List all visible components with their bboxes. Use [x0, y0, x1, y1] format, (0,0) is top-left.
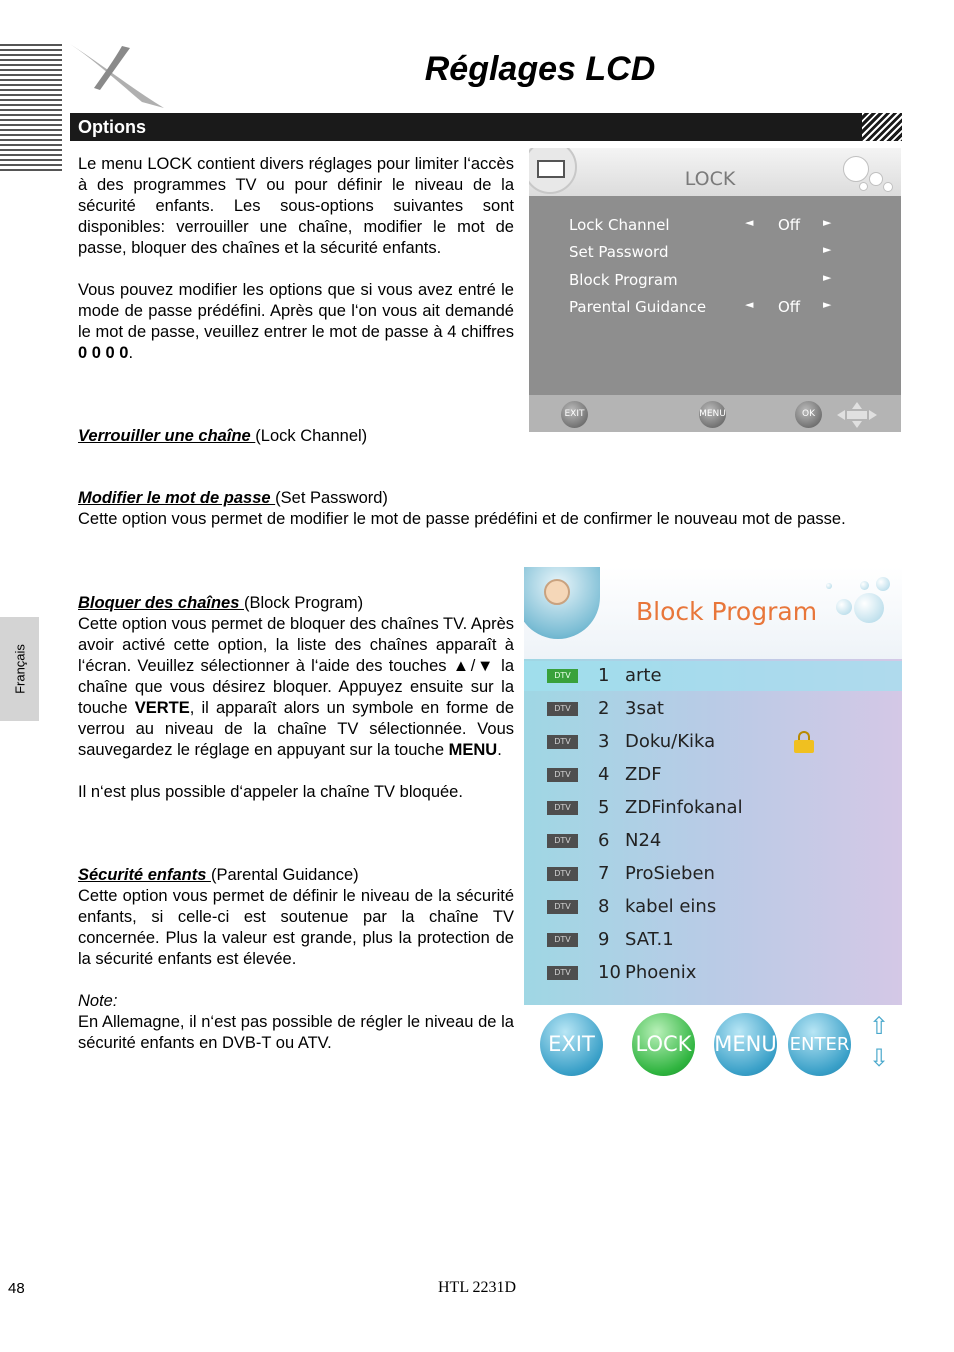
channel-row[interactable]: [524, 925, 902, 955]
set-password-text: Cette option vous permet de modifier le mot de passe prédéfini et de confirmer le nouveau mot de passe.: [78, 510, 846, 528]
arrow-left-icon[interactable]: ◄: [745, 298, 754, 311]
brand-logo-icon: [64, 40, 174, 112]
lock-menu-item-parental-guidance[interactable]: [569, 298, 869, 320]
channel-number: 3: [598, 731, 610, 752]
note-label: Note:: [78, 992, 118, 1010]
model-name: HTL 2231D: [438, 1279, 517, 1296]
dtv-badge: DTV: [547, 867, 578, 881]
channel-name: kabel eins: [625, 896, 717, 917]
lock-menu-item-label: Block Program: [569, 271, 678, 289]
channel-number: 7: [598, 863, 610, 884]
bubbles-icon: [837, 152, 897, 196]
channel-row[interactable]: [524, 727, 902, 757]
arrow-up-icon[interactable]: ⇧: [868, 1013, 890, 1040]
intro-paragraph-2: [78, 280, 514, 364]
channel-number: 2: [598, 698, 610, 719]
channel-row[interactable]: [524, 826, 902, 856]
channel-row[interactable]: [524, 760, 902, 790]
block-program-section: [78, 593, 514, 803]
parental-text: Cette option vous permet de définir le niveau de la sécurité enfants, si celle-ci est soutenue par la chaîne TV concernée. Plus la valeur est grande, plus la protection de la sécurité enfants est élevée.: [78, 887, 514, 968]
block-program-screenshot: [524, 567, 902, 1078]
ok-button[interactable]: OK: [795, 401, 822, 428]
set-password-section: [78, 488, 894, 530]
menu-key-label: MENU: [448, 741, 498, 759]
dtv-badge: DTV: [547, 768, 578, 782]
lock-menu-item-lock-channel[interactable]: [569, 216, 869, 238]
block-program-note: Il n‘est plus possible d‘appeler la chaîne TV bloquée.: [78, 783, 463, 801]
lock-channel-sub: (Lock Channel): [255, 427, 368, 445]
note-text: En Allemagne, il n‘est pas possible de régler le niveau de la sécurité enfants en DVB-T ou ATV.: [78, 1013, 514, 1052]
channel-number: 5: [598, 797, 610, 818]
language-label: Français: [12, 644, 27, 694]
channel-name: ZDFinfokanal: [625, 797, 743, 818]
dtv-badge: DTV: [547, 966, 578, 980]
lock-menu-item-label: Set Password: [569, 243, 669, 261]
channel-number: 6: [598, 830, 610, 851]
channel-name: 3sat: [625, 698, 664, 719]
dtv-badge: DTV: [547, 735, 578, 749]
block-program-heading: Bloquer des chaînes: [78, 594, 244, 612]
block-program-text-1: Cette option vous permet de bloquer des chaînes TV. Après avoir activé cette option, la liste des chaînes apparaît à l‘écran. Veuillez sélectionner à l‘aide des touches ▲/▼ la chaîne que vous désirez bloquer. Appuyez ensuite sur la touche: [78, 615, 514, 717]
dtv-badge: DTV: [547, 834, 578, 848]
lock-channel-section: [78, 426, 514, 447]
channel-number: 4: [598, 764, 610, 785]
dtv-badge: DTV: [547, 801, 578, 815]
lock-menu-title: LOCK: [684, 168, 736, 190]
page-title: Réglages LCD: [424, 50, 656, 88]
exit-button[interactable]: EXIT: [540, 1013, 603, 1076]
channel-name: Doku/Kika: [625, 731, 716, 752]
parental-heading: Sécurité enfants: [78, 866, 211, 884]
dpad-icon: [833, 401, 881, 429]
channel-row[interactable]: [524, 859, 902, 889]
dtv-badge: DTV: [547, 933, 578, 947]
channel-number: 10: [598, 962, 621, 983]
channel-number: 8: [598, 896, 610, 917]
lock-channel-heading: Verrouiller une chaîne: [78, 427, 256, 445]
channel-row[interactable]: [524, 958, 902, 988]
set-password-sub: (Set Password): [275, 489, 388, 507]
menu-button[interactable]: MENU: [699, 401, 726, 428]
language-tab: [0, 617, 39, 721]
intro-paragraph-2-end: .: [128, 344, 134, 362]
channel-name: Phoenix: [625, 962, 697, 983]
parental-sub: (Parental Guidance): [210, 866, 359, 884]
arrow-right-icon[interactable]: ►: [823, 271, 832, 284]
section-title: Options: [78, 117, 146, 137]
exit-button[interactable]: EXIT: [561, 401, 588, 428]
dtv-badge: DTV: [547, 669, 578, 683]
section-bar-hatch: [862, 113, 902, 141]
channel-row[interactable]: [524, 694, 902, 724]
channel-row[interactable]: [524, 793, 902, 823]
lock-menu-item-set-password[interactable]: [569, 243, 869, 265]
dtv-badge: DTV: [547, 702, 578, 716]
block-program-text-2: , il apparaît alors un symbole en forme de verrou au niveau de la chaîne TV sélectionnée. Vous sauvegardez le réglage en appuyant sur la touche: [78, 699, 515, 759]
lock-menu-item-value: Off: [778, 298, 801, 316]
menu-button[interactable]: MENU: [714, 1013, 777, 1076]
channel-name: ZDF: [625, 764, 662, 785]
lock-icon: [794, 731, 814, 753]
channel-name: arte: [625, 665, 662, 686]
channel-name: SAT.1: [625, 929, 674, 950]
arrow-right-icon[interactable]: ►: [823, 298, 832, 311]
dtv-badge: DTV: [547, 900, 578, 914]
block-program-text: [78, 614, 514, 761]
arrow-down-icon[interactable]: ⇩: [868, 1045, 890, 1072]
section-bar: [70, 113, 902, 141]
block-program-text-3: .: [497, 741, 502, 759]
bubbles-icon: [816, 571, 900, 637]
channel-row[interactable]: [524, 661, 902, 691]
enter-button[interactable]: ENTER: [788, 1013, 851, 1076]
channel-name: ProSieben: [625, 863, 715, 884]
lock-menu-item-block-program[interactable]: [569, 271, 869, 293]
arrow-left-icon[interactable]: ◄: [745, 216, 754, 229]
intro-paragraph-1: Le menu LOCK contient divers réglages pour limiter l‘accès à des programmes TV ou pour définir le niveau de la sécurité enfants. Les sous-options suivantes sont disponibles: verrouiller une chaîne, modifier le mot de passe, bloquer des chaînes et la sécurité enfants.: [78, 155, 514, 257]
lock-button[interactable]: LOCK: [632, 1013, 695, 1076]
channel-number: 9: [598, 929, 610, 950]
green-key-label: VERTE: [134, 699, 190, 717]
page-number: 48: [8, 1280, 25, 1297]
lock-menu-screenshot: [529, 148, 901, 432]
lock-menu-item-label: Lock Channel: [569, 216, 670, 234]
lock-menu-item-label: Parental Guidance: [569, 298, 707, 316]
block-program-sub: (Block Program): [243, 594, 364, 612]
header-stripes: [0, 44, 62, 172]
lock-menu-item-value: Off: [778, 216, 801, 234]
channel-number: 1: [598, 665, 610, 686]
default-code: 0 0 0 0: [78, 344, 129, 362]
arrow-right-icon[interactable]: ►: [823, 243, 832, 256]
intro-paragraph-2-text: Vous pouvez modifier les options que si vous avez entré le mode de passe prédéfini. Après que l‘on vous ait demandé le mot de passe, veuillez entrer le mot de passe à 4 chiffres: [78, 281, 514, 341]
parental-section: [78, 865, 514, 1054]
block-program-title: Block Program: [636, 597, 818, 626]
channel-row[interactable]: [524, 892, 902, 922]
arrow-right-icon[interactable]: ►: [823, 216, 832, 229]
set-password-heading: Modifier le mot de passe: [78, 489, 276, 507]
channel-name: N24: [625, 830, 662, 851]
intro-text: [78, 154, 514, 364]
